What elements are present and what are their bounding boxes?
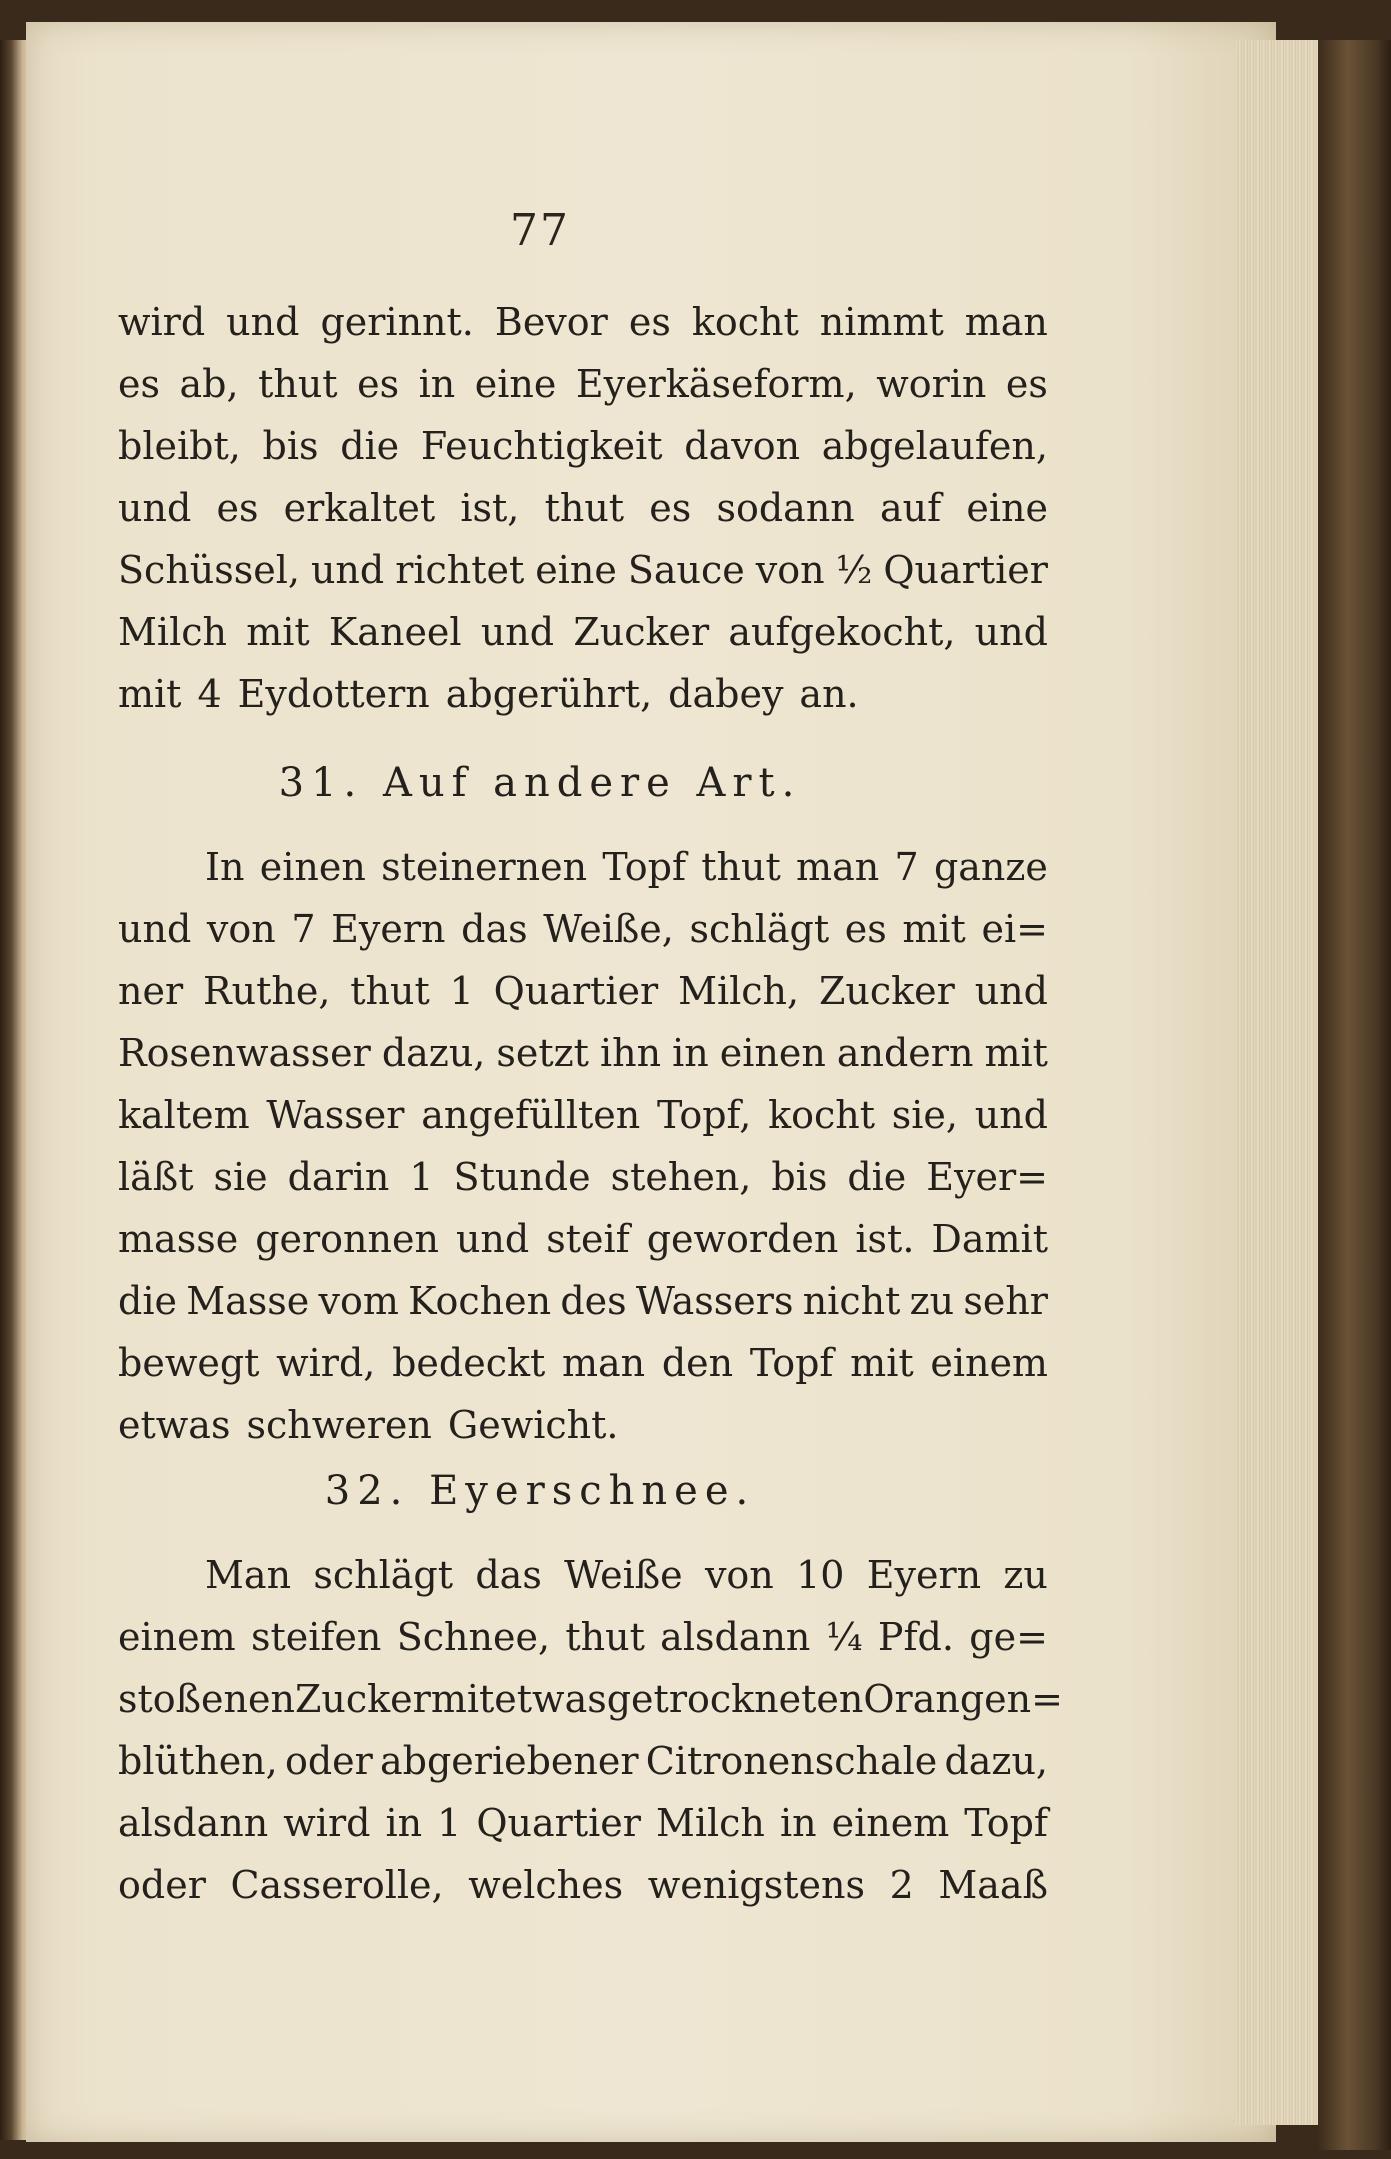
word: abgeriebener (379, 1739, 639, 1783)
word: mit (902, 907, 966, 951)
word: dazu, (944, 1739, 1048, 1783)
word: ner (118, 969, 184, 1013)
word: das (461, 907, 528, 951)
text-line (205, 1553, 1048, 1597)
word: gerinnt. (320, 300, 474, 344)
text-line (118, 610, 1048, 654)
word: man (964, 300, 1048, 344)
word: davon (684, 424, 801, 468)
word: vom (318, 1279, 399, 1323)
word: In (205, 845, 245, 889)
word: und (118, 907, 192, 951)
word: sie, (891, 1093, 958, 1137)
text-line (118, 1739, 1048, 1783)
word: bewegt (118, 1341, 260, 1385)
text-line (118, 486, 1048, 530)
text-line (118, 1217, 1048, 1261)
word: nicht (802, 1279, 901, 1323)
text-line (118, 548, 1048, 592)
word: die (847, 1155, 907, 1199)
word: die (340, 424, 400, 468)
word: einem (118, 1615, 236, 1659)
word: Topf, (656, 1093, 752, 1137)
text-line (118, 1801, 1048, 1845)
word: schlägt (689, 907, 830, 951)
text-line (118, 969, 1048, 1013)
text-line (118, 1863, 1048, 1907)
word: das (475, 1553, 542, 1597)
word: alsdann (660, 1615, 811, 1659)
word: Topf (964, 1801, 1048, 1845)
word: in (418, 362, 456, 406)
word: einen (719, 1031, 826, 1075)
word: Eyerkäseform, (575, 362, 857, 406)
word: 1 (409, 1155, 434, 1199)
word: erkaltet (283, 486, 436, 530)
word: Orangen= (863, 1677, 1063, 1721)
word: thut (350, 969, 430, 1013)
word: es (216, 486, 259, 530)
word: und (226, 300, 300, 344)
word: getrockneten (606, 1677, 864, 1721)
word: ist. (855, 1217, 915, 1261)
word: Weiße, (543, 907, 674, 951)
word: oder (118, 1863, 206, 1907)
word: des (560, 1279, 627, 1323)
word: sodann (716, 486, 855, 530)
word: welches (468, 1863, 624, 1907)
word: ½ (835, 548, 873, 592)
text-line (118, 362, 1048, 406)
word: es (357, 362, 400, 406)
word: blüthen, (118, 1739, 278, 1783)
word: thut (565, 1615, 645, 1659)
text-line (118, 1677, 1063, 1721)
word: ihn (599, 1031, 662, 1075)
word: schlägt (313, 1553, 454, 1597)
word: stoßenen (118, 1677, 295, 1721)
word: und (974, 610, 1048, 654)
word: Wasser (266, 1093, 405, 1137)
page-number: 77 (510, 205, 570, 256)
word: und (974, 1093, 1048, 1137)
word: Eyern (866, 1553, 982, 1597)
word: Kaneel (328, 610, 462, 654)
word: thut (544, 486, 625, 530)
word: dabey (668, 672, 784, 716)
text-line (118, 672, 1048, 716)
word: Topf (749, 1341, 834, 1385)
word: Masse (186, 1279, 310, 1323)
word: nimmt (819, 300, 944, 344)
word: Eyer= (926, 1155, 1048, 1199)
word: steinernen (381, 845, 588, 889)
word: Casserolle, (230, 1863, 444, 1907)
word: abgelaufen, (821, 424, 1048, 468)
word: bleibt, (118, 424, 241, 468)
word: Eydottern (237, 672, 430, 716)
word: Milch, (678, 969, 800, 1013)
word: mit (118, 672, 182, 716)
heading-32: 32. Eyerschnee. (324, 1468, 756, 1514)
word: es (1005, 362, 1048, 406)
word: ge= (969, 1615, 1048, 1659)
word: thut (701, 845, 781, 889)
word: Quartier (883, 548, 1048, 592)
word: man (561, 1341, 646, 1385)
word: ist, (460, 486, 520, 530)
word: 10 (796, 1553, 845, 1597)
word: wird (118, 300, 206, 344)
word: 7 (894, 845, 919, 889)
word: worin (876, 362, 987, 406)
word: bedeckt (392, 1341, 546, 1385)
word: kaltem (118, 1093, 250, 1137)
text-line (118, 1093, 1048, 1137)
word: Maaß (938, 1863, 1048, 1907)
text-line (118, 1341, 1048, 1385)
word: schweren (246, 1403, 432, 1447)
word: etwas (118, 1403, 231, 1447)
word: abgerührt, (445, 672, 653, 716)
word: von (704, 1553, 774, 1597)
word: etwas (494, 1677, 607, 1721)
word: kocht (768, 1093, 876, 1137)
word: ab, (179, 362, 239, 406)
text-line (118, 1279, 1048, 1323)
text-line (118, 1155, 1048, 1199)
word: von (206, 907, 276, 951)
word: 7 (291, 907, 316, 951)
word: steifen (250, 1615, 382, 1659)
word: Wassers (635, 1279, 794, 1323)
word: zu (909, 1279, 955, 1323)
word: 4 (197, 672, 222, 716)
word: wird (283, 1801, 371, 1845)
word: es (844, 907, 887, 951)
word: Zucker (573, 610, 710, 654)
word: richtet (395, 548, 525, 592)
word: Pfd. (877, 1615, 954, 1659)
word: thut (258, 362, 338, 406)
word: dazu, (381, 1031, 486, 1075)
word: Ruthe, (203, 969, 331, 1013)
word: Gewicht. (447, 1403, 619, 1447)
word: in (779, 1801, 817, 1845)
word: geronnen (255, 1217, 439, 1261)
word: es (628, 300, 671, 344)
book-cover-edge (1318, 40, 1391, 2150)
word: es (649, 486, 692, 530)
word: von (755, 548, 825, 592)
word: oder (284, 1739, 373, 1783)
word: wenigstens (647, 1863, 865, 1907)
word: 1 (449, 969, 474, 1013)
text-line (205, 845, 1048, 889)
word: den (661, 1341, 734, 1385)
word: einen (259, 845, 366, 889)
word: bis (771, 1155, 828, 1199)
word: Schüssel, (118, 548, 300, 592)
word: und (310, 548, 385, 592)
word: Rosenwasser (118, 1031, 371, 1075)
word: einem (930, 1341, 1048, 1385)
word: aufgekocht, (728, 610, 956, 654)
word: Zucker (818, 969, 955, 1013)
word: und (455, 1217, 530, 1261)
text-line (118, 907, 1048, 951)
word: eine (474, 362, 557, 406)
word: und (480, 610, 555, 654)
word: Topf (602, 845, 687, 889)
word: wird, (276, 1341, 376, 1385)
word: Schnee, (396, 1615, 551, 1659)
word: sehr (963, 1279, 1048, 1323)
word: und (118, 486, 192, 530)
word: es (118, 362, 160, 406)
word: eine (966, 486, 1048, 530)
word: in (385, 1801, 423, 1845)
word: Man (205, 1553, 292, 1597)
word: Damit (931, 1217, 1048, 1261)
word: Milch (118, 610, 227, 654)
word: bis (262, 424, 319, 468)
text-line (118, 1403, 1048, 1447)
word: andern (836, 1031, 974, 1075)
word: man (796, 845, 880, 889)
word: Stunde (453, 1155, 591, 1199)
word: läßt (118, 1155, 194, 1199)
word: 1 (437, 1801, 462, 1845)
word: Bevor (494, 300, 608, 344)
word: und (974, 969, 1048, 1013)
word: zu (1003, 1553, 1048, 1597)
text-line (118, 300, 1048, 344)
word: Zucker (294, 1677, 431, 1721)
word: Eyern (331, 907, 446, 951)
word: Citronenschale (645, 1739, 938, 1783)
heading-31: 31. Auf andere Art. (278, 760, 802, 806)
word: auf (879, 486, 942, 530)
word: mit (984, 1031, 1048, 1075)
text-line (118, 424, 1048, 468)
word: einem (831, 1801, 950, 1845)
word: setzt (496, 1031, 589, 1075)
page-stack-edge (1236, 40, 1326, 2125)
word: 2 (889, 1863, 914, 1907)
word: mit (850, 1341, 914, 1385)
word: Quartier (476, 1801, 641, 1845)
word: darin (287, 1155, 390, 1199)
word: mit (430, 1677, 495, 1721)
word: Kochen (408, 1279, 552, 1323)
word: in (672, 1031, 709, 1075)
word: ¼ (825, 1615, 863, 1659)
text-line (118, 1031, 1048, 1075)
word: mit (246, 610, 310, 654)
word: Quartier (493, 969, 659, 1013)
word: Sauce (627, 548, 745, 592)
word: Weiße (564, 1553, 683, 1597)
word: die (118, 1279, 177, 1323)
word: Feuchtigkeit (420, 424, 663, 468)
word: masse (118, 1217, 239, 1261)
word: geworden (646, 1217, 839, 1261)
text-line (118, 1615, 1048, 1659)
word: ganze (933, 845, 1048, 889)
word: stehen, (610, 1155, 752, 1199)
word: kocht (691, 300, 799, 344)
word: eine (535, 548, 617, 592)
word: Milch (655, 1801, 765, 1845)
word: an. (799, 672, 859, 716)
word: sie (213, 1155, 268, 1199)
word: ei= (981, 907, 1048, 951)
word: angefüllten (421, 1093, 641, 1137)
word: alsdann (118, 1801, 269, 1845)
word: steif (546, 1217, 630, 1261)
